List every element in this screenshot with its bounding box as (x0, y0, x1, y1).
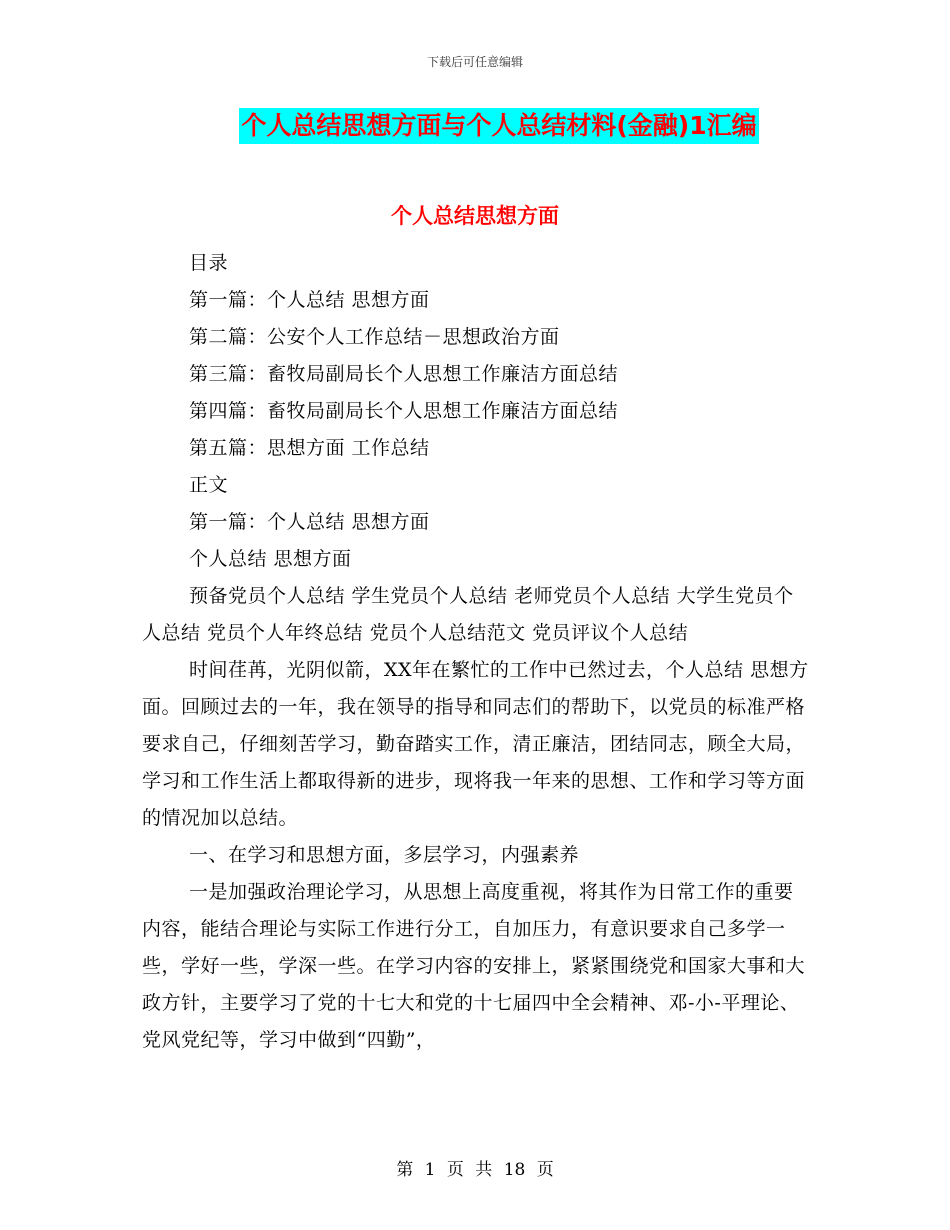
document-body (142, 245, 812, 1059)
toc-item-1: 第一篇：个人总结 思想方面 (189, 289, 430, 311)
paragraph-2: 时间荏苒，光阴似箭，XX年在繁忙的工作中已然过去，个人总结 思想方面。回顾过去的一年，我在领导的指导和同志们的帮助下，以党员的标准严格要求自己，仔细刻苦学习，勤奋踏实工作，清正廉洁，团结同志，顾全大局，学习和工作生活上都取得新的进步，现将我一年来的思想、工作和学习等方面的情况加以总结。 (142, 659, 809, 829)
toc-item-2: 第二篇：公安个人工作总结－思想政治方面 (189, 326, 560, 348)
toc-item-3: 第三篇：畜牧局副局长个人思想工作廉洁方面总结 (189, 363, 619, 385)
paragraph-1: 预备党员个人总结 学生党员个人总结 老师党员个人总结 大学生党员个人总结 党员个人年终总结 党员个人总结范文 党员评议个人总结 (142, 585, 794, 644)
toc-heading: 目录 (189, 252, 229, 274)
body-heading: 正文 (189, 474, 229, 496)
paragraph-3: 一、在学习和思想方面，多层学习，内强素养 (189, 844, 580, 866)
chapter-subtitle: 个人总结 思想方面 (189, 548, 352, 570)
chapter-title: 第一篇：个人总结 思想方面 (189, 511, 430, 533)
toc-item-5: 第五篇：思想方面 工作总结 (189, 437, 430, 459)
paragraph-4: 一是加强政治理论学习，从思想上高度重视，将其作为日常工作的重要内容，能结合理论与实际工作进行分工，自加压力，有意识要求自己多学一些，学好一些，学深一些。在学习内容的安排上，紧紧围绕党和国家大事和大政方针，主要学习了党的十七大和党的十七届四中全会精神、邓-小-平理论、党风党纪等，学习中做到“四勤”， (142, 881, 806, 1051)
page-number: 第 1 页 共 18 页 (396, 1160, 554, 1180)
toc-item-4: 第四篇：畜牧局副局长个人思想工作廉洁方面总结 (189, 400, 619, 422)
document-title-text: 个人总结思想方面与个人总结材料(金融)1汇编 (239, 108, 758, 144)
document-title (0, 108, 950, 144)
page-header-note: 下载后可任意编辑 (426, 55, 523, 69)
section-title: 个人总结思想方面 (391, 204, 559, 228)
